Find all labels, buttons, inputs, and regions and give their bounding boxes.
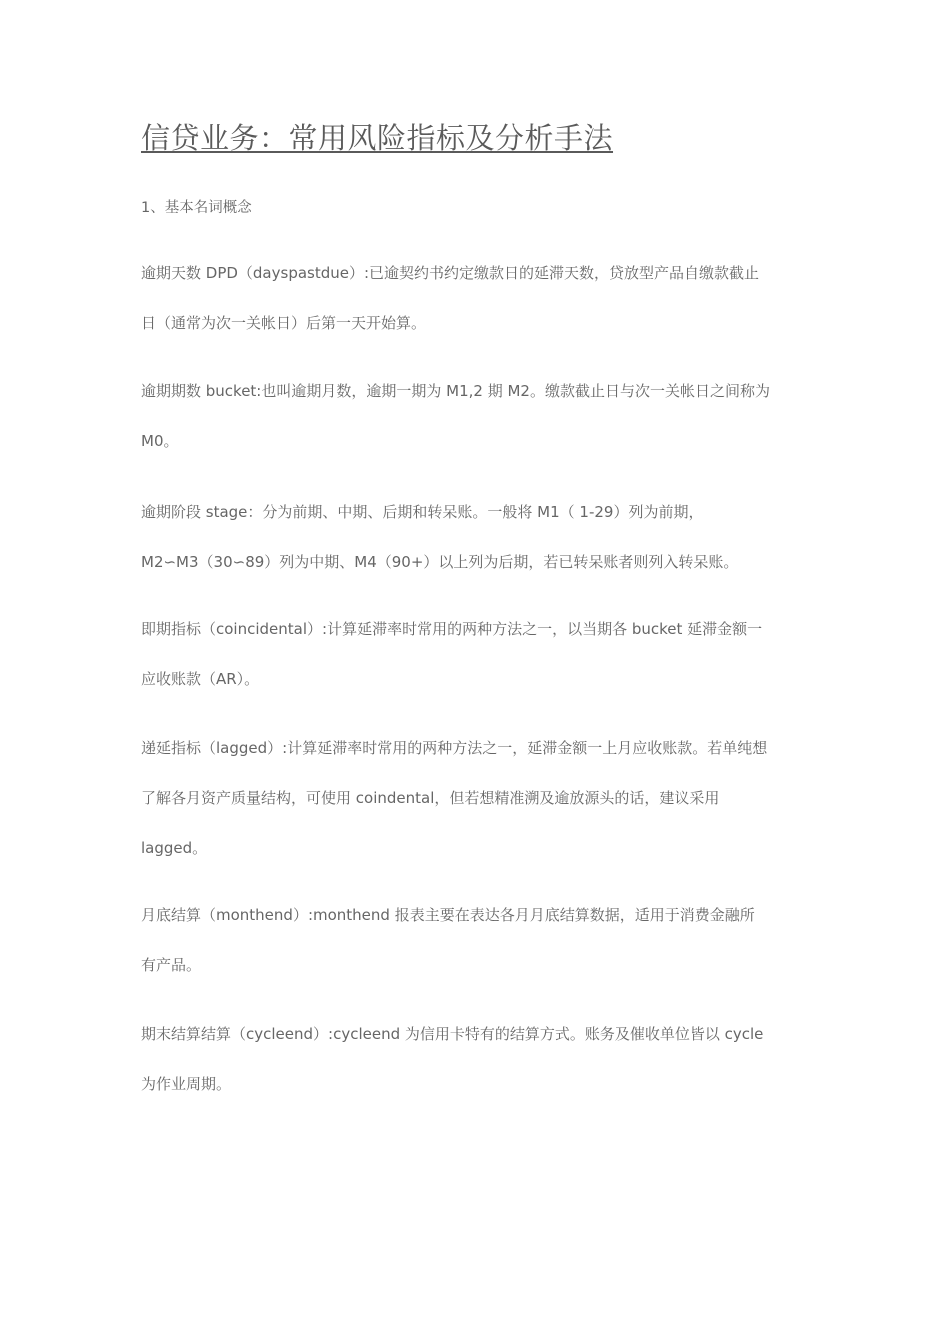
paragraph-line: 递延指标（lagged）:计算延滞率时常用的两种方法之一，延滞金额一上月应收账款。若单纯想 xyxy=(141,739,768,757)
paragraph-cycleend xyxy=(141,1023,813,1123)
paragraph-monthend xyxy=(141,904,813,1004)
paragraph-dpd xyxy=(141,262,813,362)
paragraph-stage xyxy=(141,501,813,601)
paragraph-line: 为作业周期。 xyxy=(141,1075,232,1093)
paragraph-line: M0。 xyxy=(141,432,179,450)
paragraph-lagged xyxy=(141,737,813,887)
paragraph-line: 日（通常为次一关帐日）后第一天开始算。 xyxy=(141,314,427,332)
paragraph-line: 逾期天数 DPD（dayspastdue）:已逾契约书约定缴款日的延滞天数，贷放型产品自缴款截止 xyxy=(141,264,760,282)
paragraph-line: 有产品。 xyxy=(141,956,202,974)
paragraph-line: 应收账款（AR）。 xyxy=(141,670,260,688)
paragraph-line: 了解各月资产质量结构，可使用 coindental，但若想精准溯及逾放源头的话，建议采用 xyxy=(141,789,720,807)
paragraph-line: 期末结算结算（cycleend）:cycleend 为信用卡特有的结算方式。账务及催收单位皆以 cycle xyxy=(141,1025,764,1043)
paragraph-line: 逾期期数 bucket:也叫逾期月数，逾期一期为 M1,2 期 M2。缴款截止日与次一关帐日之间称为 xyxy=(141,382,770,400)
section-heading: 1、基本名词概念 xyxy=(141,200,252,216)
paragraph-line: 月底结算（monthend）:monthend 报表主要在表达各月月底结算数据，适用于消费金融所 xyxy=(141,906,755,924)
paragraph-coincidental xyxy=(141,618,813,718)
paragraph-line: lagged。 xyxy=(141,839,208,857)
paragraph-line: 即期指标（coincidental）:计算延滞率时常用的两种方法之一，以当期各 bucket 延滞金额一 xyxy=(141,620,763,638)
paragraph-line: M2∽M3（30∽89）列为中期、M4（90+）以上列为后期，若已转呆账者则列入转呆账。 xyxy=(141,553,739,571)
paragraph-line: 逾期阶段 stage：分为前期、中期、后期和转呆账。一般将 M1（ 1-29）列为前期， xyxy=(141,503,704,521)
document-title: 信贷业务：常用风险指标及分析手法 xyxy=(141,121,614,155)
paragraph-bucket xyxy=(141,380,813,480)
